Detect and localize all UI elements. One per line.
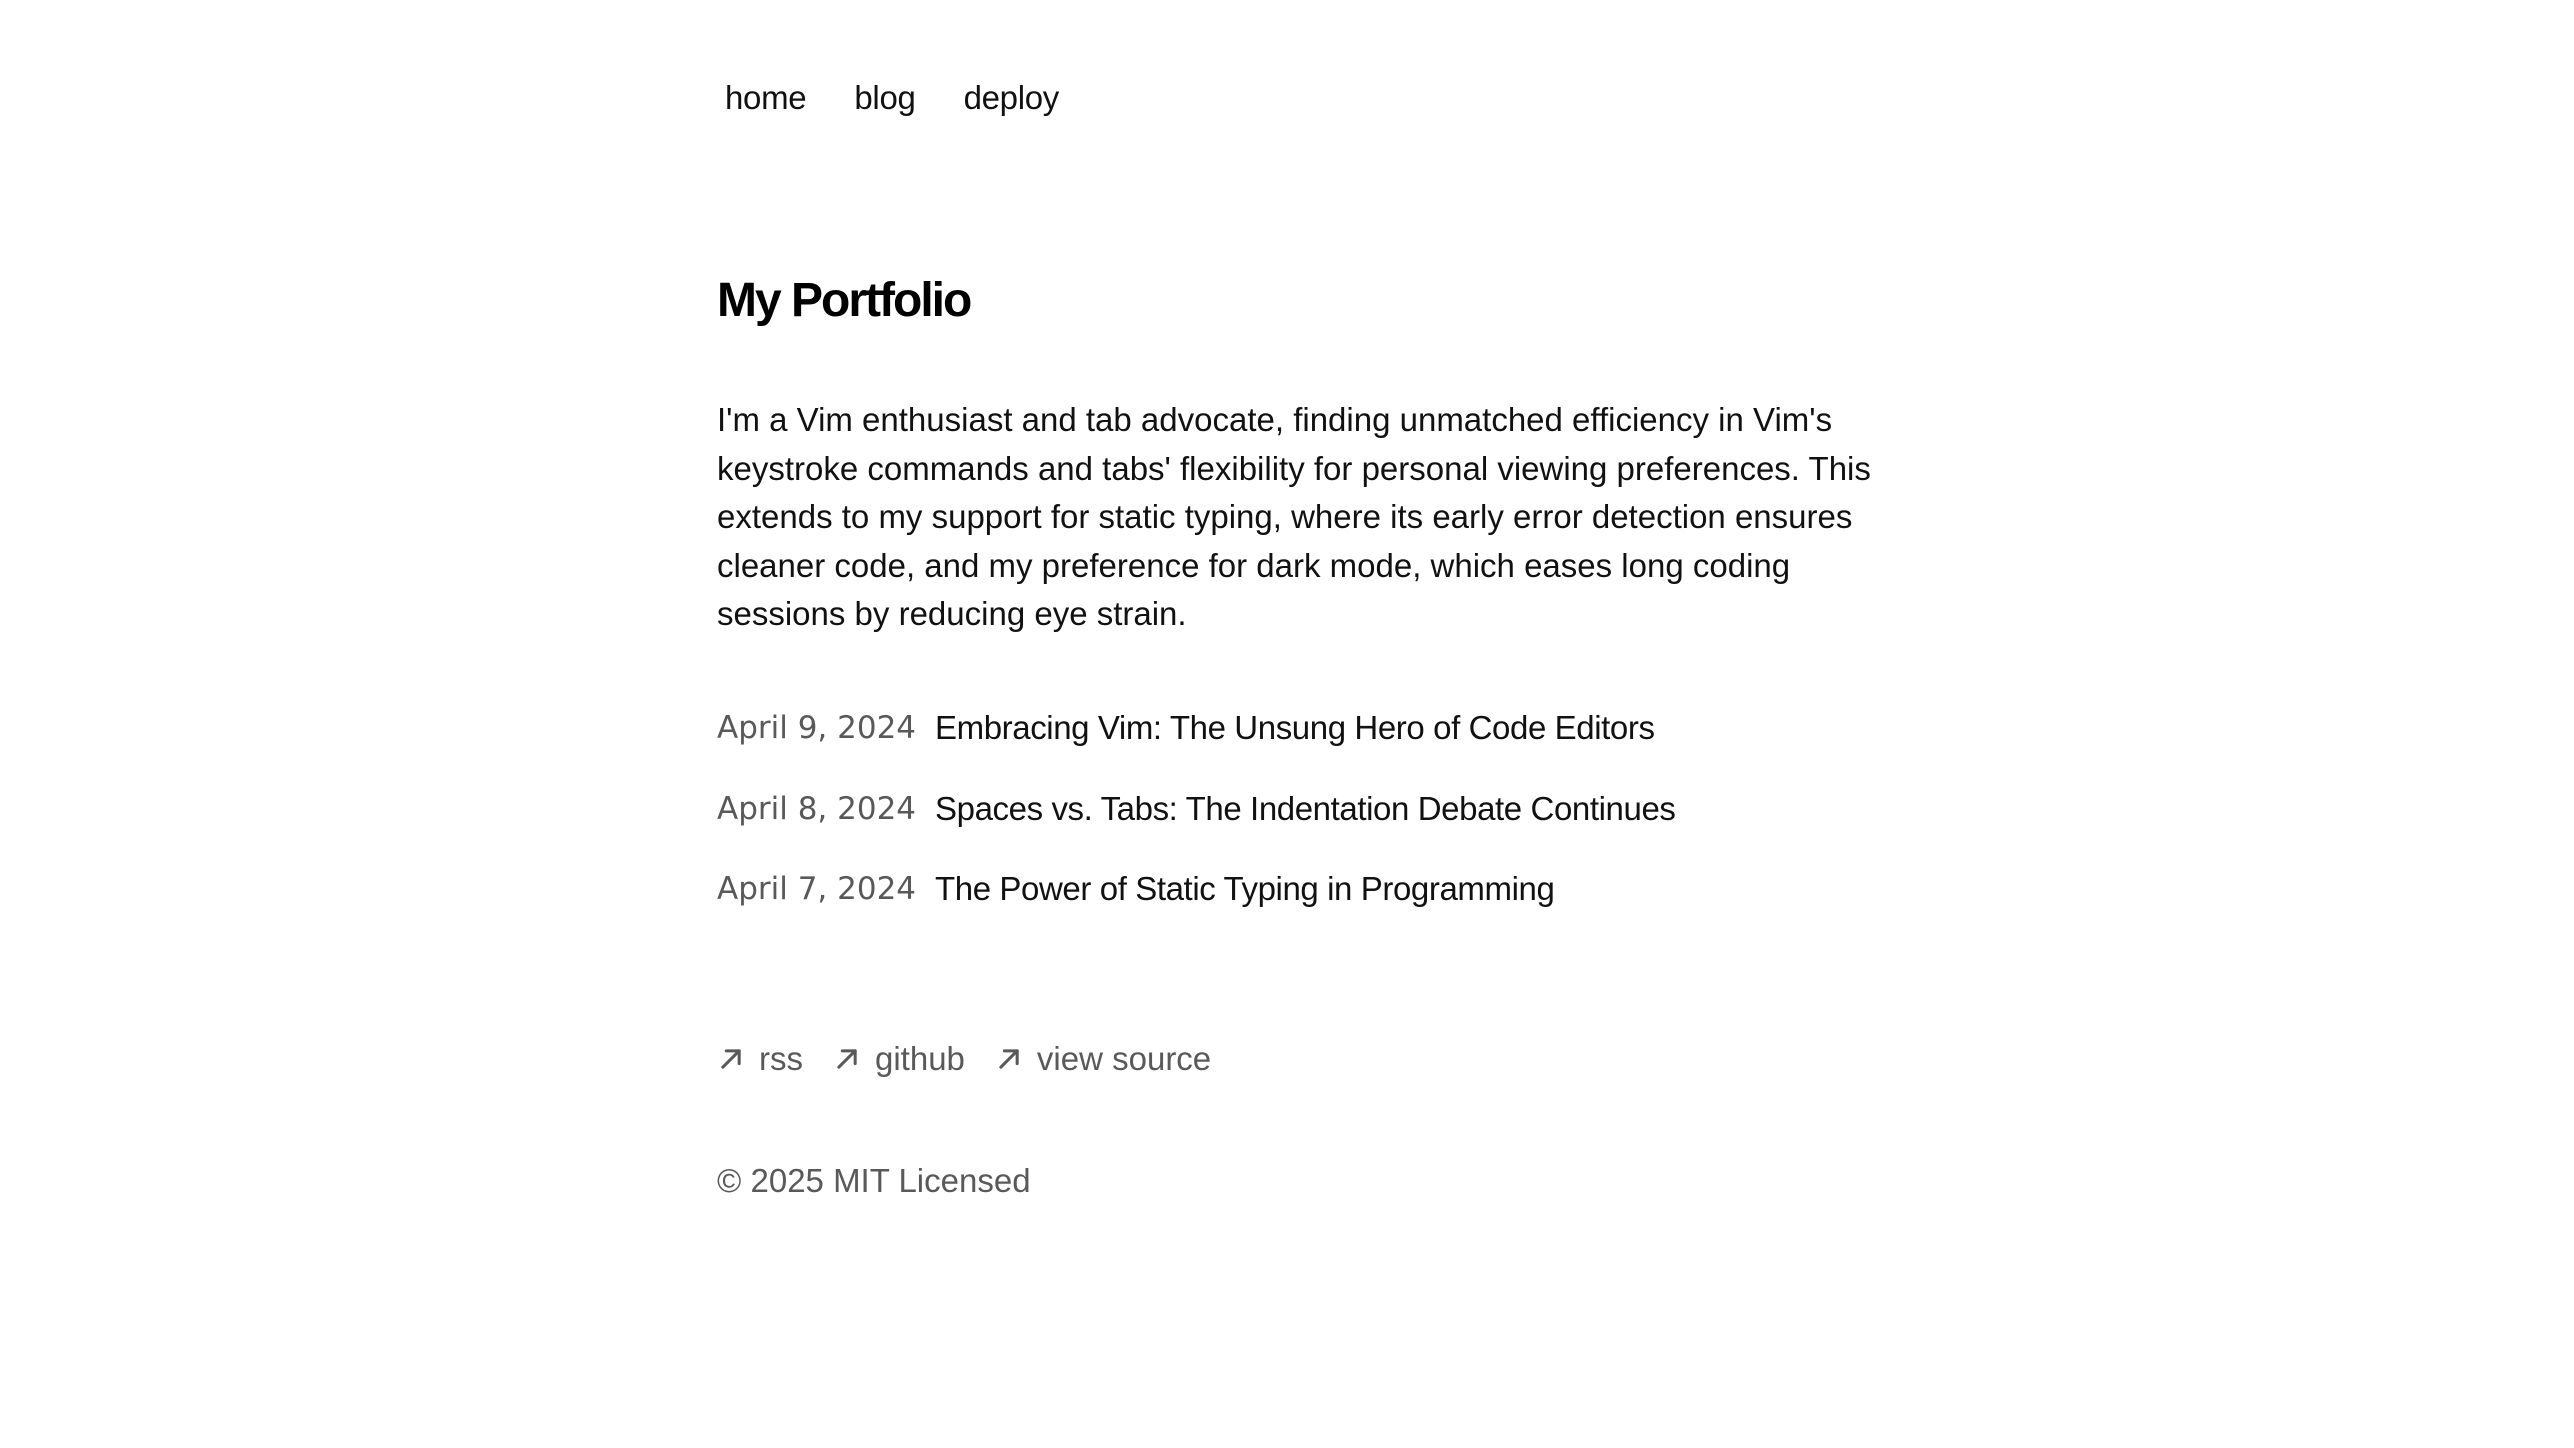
top-nav: [725, 72, 1059, 124]
view-source-link-label: view source: [1036, 1040, 1212, 1077]
post-list: [717, 700, 1676, 942]
nav-deploy-link[interactable]: deploy: [963, 79, 1060, 116]
post-title-link[interactable]: The Power of Static Typing in Programming: [935, 870, 1555, 907]
page-title: My Portfolio: [717, 274, 971, 327]
post-item[interactable]: [717, 781, 1676, 837]
github-link[interactable]: [833, 1040, 965, 1078]
post-title-link[interactable]: Embracing Vim: The Unsung Hero of Code Editors: [935, 709, 1655, 746]
arrow-up-right-icon: [717, 1045, 745, 1073]
nav-home-link[interactable]: home: [725, 79, 807, 116]
footer-links: [717, 1040, 1211, 1078]
post-title-link[interactable]: Spaces vs. Tabs: The Indentation Debate Continues: [935, 789, 1676, 827]
rss-link[interactable]: [717, 1040, 803, 1078]
arrow-up-right-icon: [833, 1045, 861, 1073]
intro-paragraph: I'm a Vim enthusiast and tab advocate, finding unmatched efficiency in Vim's keystroke commands and tabs' flexibility for personal viewing preferences. This extends to my support for static typing, where its early error detection ensures cleaner code, and my preference for dark mode, which eases long coding sessions by reducing eye strain.: [717, 401, 1871, 632]
rss-link-label: rss: [759, 1040, 803, 1077]
post-item[interactable]: [717, 861, 1676, 917]
copyright-text: © 2025 MIT Licensed: [717, 1162, 1031, 1199]
github-link-label: github: [875, 1040, 965, 1077]
post-item[interactable]: [717, 700, 1676, 756]
post-date: April 9, 2024: [717, 710, 917, 746]
view-source-link[interactable]: [995, 1040, 1211, 1078]
post-date: April 8, 2024: [717, 790, 917, 827]
arrow-up-right-icon: [995, 1045, 1023, 1073]
nav-blog-link[interactable]: blog: [854, 79, 916, 116]
post-date: April 7, 2024: [717, 871, 917, 907]
